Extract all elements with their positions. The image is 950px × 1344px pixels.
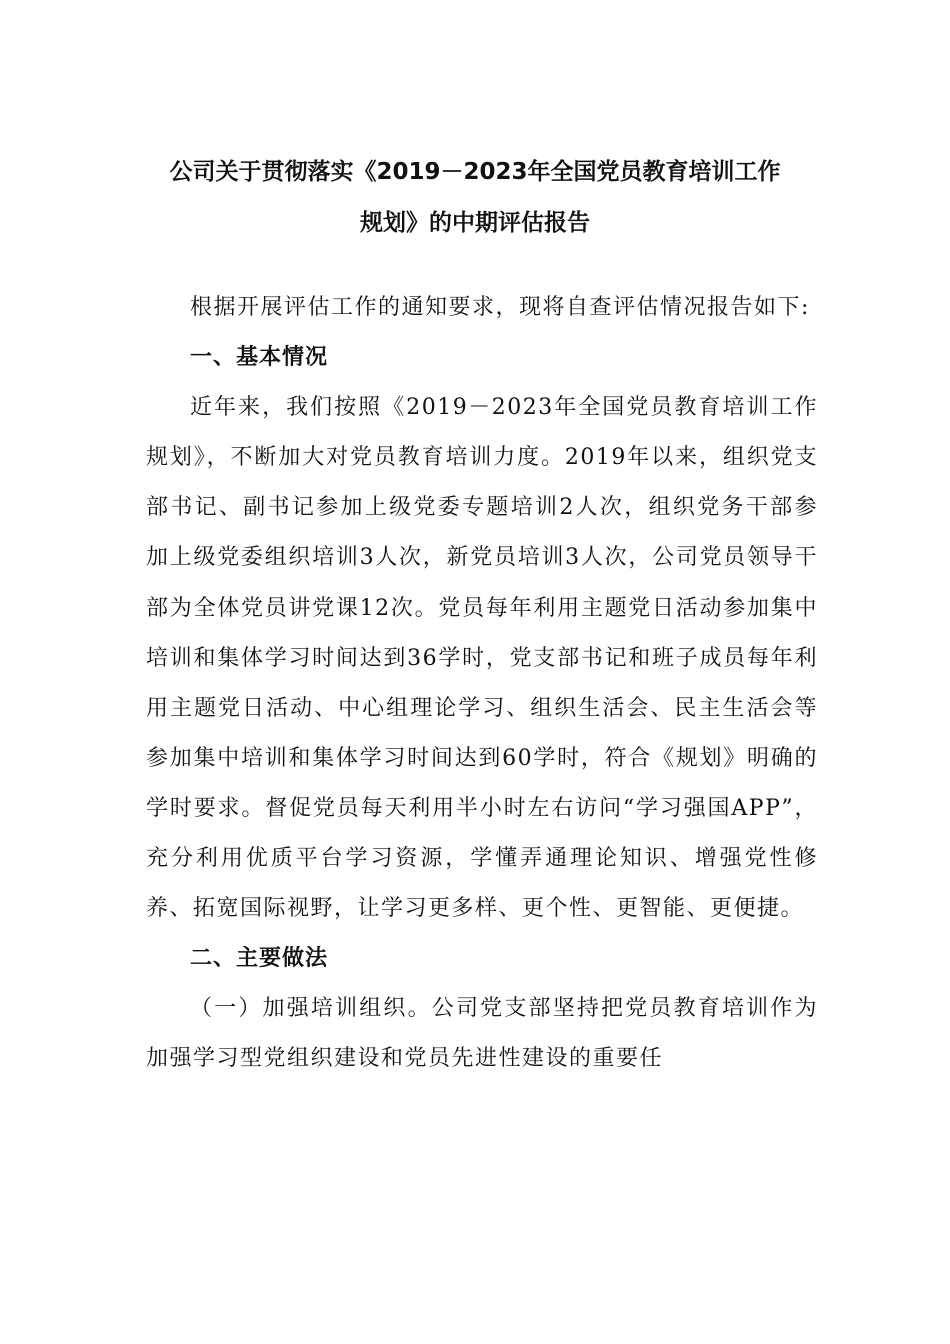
document-title-line-2: 规划》的中期评估报告 [360, 210, 590, 236]
main-practices-paragraph: （一）加强培训组织。公司党支部坚持把党员教育培训作为加强学习型党组织建设和党员先进性建设的重要任 [146, 996, 818, 1072]
document-body [146, 283, 818, 1085]
document-title-line-1: 公司关于贯彻落实《2019－2023年全国党员教育培训工作 [169, 159, 781, 185]
section-heading-basic-situation: 一、基本情况 [190, 345, 329, 371]
section-heading-main-practices: 二、主要做法 [190, 946, 329, 972]
basic-situation-paragraph: 近年来，我们按照《2019－2023年全国党员教育培训工作规划》，不断加大对党员教育培训力度。2019年以来，组织党支部书记、副书记参加上级党委专题培训2人次，组织党务干部参加上级党委组织培训3人次，新党员培训3人次，公司党员领导干部为全体党员讲党课12次。党员每年利用主题党日活动参加集中培训和集体学习时间达到36学时，党支部书记和班子成员每年利用主题党日活动、中心组理论学习、组织生活会、民主生活会等参加集中培训和集体学习时间达到60学时，符合《规划》明确的学时要求。督促党员每天利用半小时左右访问“学习强国APP”，充分利用优质平台学习资源，学懂弄通理论知识、增强党性修养、拓宽国际视野，让学习更多样、更个性、更智能、更便捷。 [146, 395, 818, 922]
intro-paragraph: 根据开展评估工作的通知要求，现将自查评估情况报告如下: [190, 295, 810, 320]
